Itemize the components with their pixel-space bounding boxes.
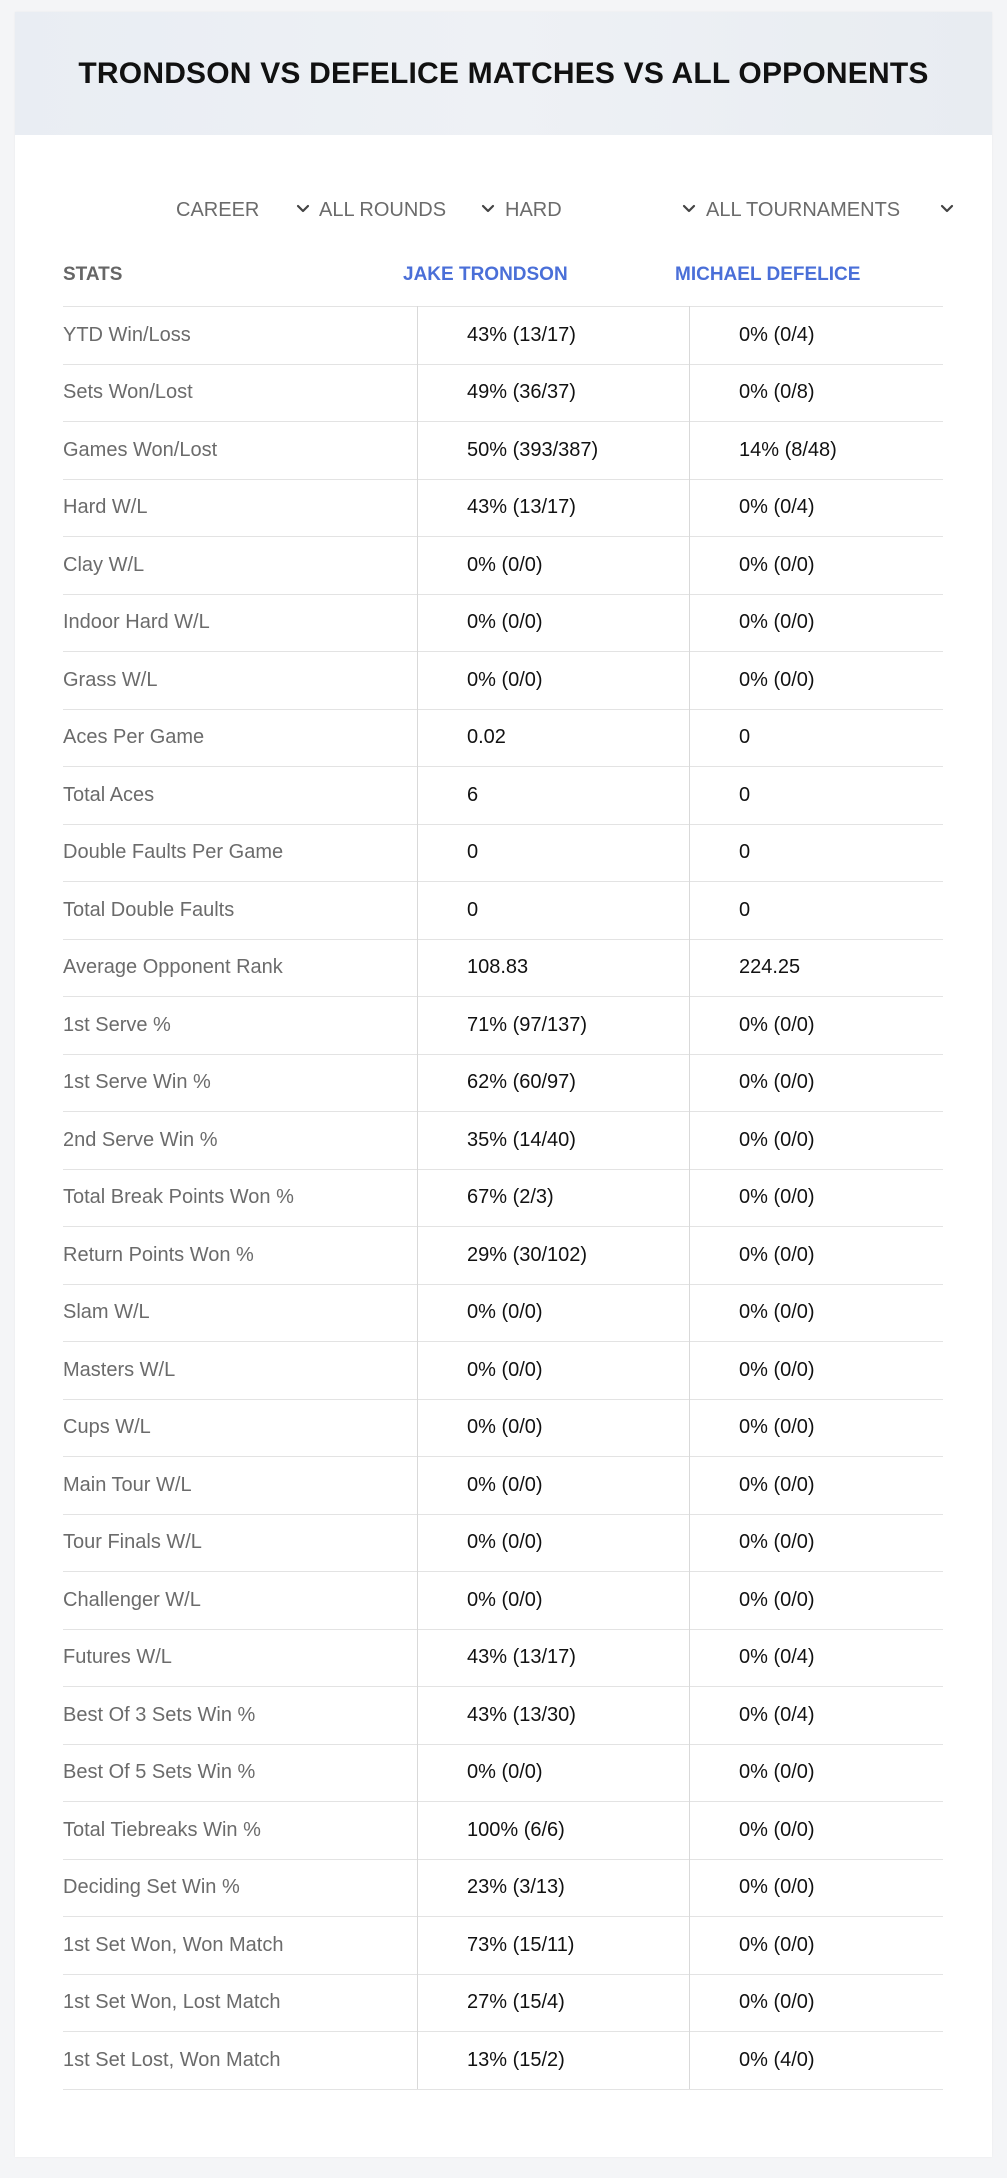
player1-value: 0% (0/0) <box>467 1301 543 1324</box>
chevron-down-icon <box>680 200 698 218</box>
table-row <box>63 882 943 940</box>
chevron-down-icon <box>938 200 956 218</box>
player1-value: 13% (15/2) <box>467 2048 565 2071</box>
table-row <box>63 1400 943 1458</box>
player1-value: 0% (0/0) <box>467 668 543 691</box>
table-row <box>63 480 943 538</box>
player2-value: 0% (0/8) <box>739 381 815 404</box>
player1-value: 23% (3/13) <box>467 1876 565 1899</box>
player2-value: 0% (0/0) <box>739 1876 815 1899</box>
column-header-player2[interactable]: MICHAEL DEFELICE <box>675 264 861 285</box>
stat-label: Aces Per Game <box>63 726 205 749</box>
player2-value: 0% (0/0) <box>739 1991 815 2014</box>
player2-value: 0% (0/0) <box>739 1933 815 1956</box>
player2-value: 0% (0/0) <box>739 1358 815 1381</box>
player1-value: 43% (13/17) <box>467 1646 576 1669</box>
surface-select-value: HARD <box>505 198 562 221</box>
player2-value: 0% (0/4) <box>739 1703 815 1726</box>
table-row <box>63 1112 943 1170</box>
player2-value: 0% (0/0) <box>739 611 815 634</box>
player1-value: 27% (15/4) <box>467 1991 565 2014</box>
table-row <box>63 422 943 480</box>
table-row <box>63 997 943 1055</box>
player2-value: 0% (4/0) <box>739 2048 815 2071</box>
stat-label: Hard W/L <box>63 496 148 519</box>
player2-value: 0 <box>739 841 751 864</box>
table-row <box>63 825 943 883</box>
stat-label: Return Points Won % <box>63 1243 254 1266</box>
player1-value: 50% (393/387) <box>467 438 599 461</box>
table-row <box>63 1055 943 1113</box>
table-row <box>63 1975 943 2033</box>
stat-label: Tour Finals W/L <box>63 1531 202 1554</box>
filter-bar <box>15 186 992 234</box>
table-row <box>63 2032 943 2090</box>
table-body <box>63 307 943 2090</box>
stat-label: Futures W/L <box>63 1646 172 1669</box>
stat-label: Indoor Hard W/L <box>63 611 210 634</box>
player1-value: 35% (14/40) <box>467 1128 576 1151</box>
table-row <box>63 1630 943 1688</box>
stat-label: Total Break Points Won % <box>63 1186 294 1209</box>
table-row <box>63 307 943 365</box>
chevron-down-icon <box>294 200 312 218</box>
player2-value: 0 <box>739 783 751 806</box>
stat-label: 1st Set Won, Won Match <box>63 1933 284 1956</box>
player1-value: 49% (36/37) <box>467 381 576 404</box>
table-row <box>63 595 943 653</box>
table-row <box>63 1917 943 1975</box>
player1-value: 0 <box>467 898 479 921</box>
period-select[interactable] <box>176 186 314 234</box>
table-row <box>63 710 943 768</box>
table-row <box>63 537 943 595</box>
player2-value: 0% (0/0) <box>739 1243 815 1266</box>
stat-label: Challenger W/L <box>63 1588 201 1611</box>
table-row <box>63 1515 943 1573</box>
table-row <box>63 1860 943 1918</box>
stat-label: Cups W/L <box>63 1416 151 1439</box>
stat-label: Best Of 3 Sets Win % <box>63 1703 256 1726</box>
table-row <box>63 1687 943 1745</box>
rounds-select-value: ALL ROUNDS <box>319 198 447 221</box>
player2-value: 0 <box>739 726 751 749</box>
surface-select[interactable] <box>505 186 700 234</box>
player2-value: 0% (0/0) <box>739 1071 815 1094</box>
tournaments-select[interactable] <box>706 186 961 234</box>
player2-value: 0% (0/0) <box>739 1531 815 1554</box>
player1-value: 0% (0/0) <box>467 1761 543 1784</box>
stat-label: Double Faults Per Game <box>63 841 284 864</box>
stat-label: Clay W/L <box>63 553 145 576</box>
player2-value: 0 <box>739 898 751 921</box>
player1-value: 6 <box>467 783 479 806</box>
player2-value: 0% (0/4) <box>739 496 815 519</box>
tournaments-select-value: ALL TOURNAMENTS <box>706 198 901 221</box>
stats-table <box>63 244 943 2090</box>
player2-value: 0% (0/0) <box>739 1588 815 1611</box>
rounds-select[interactable] <box>319 186 499 234</box>
player1-value: 0 <box>467 841 479 864</box>
player1-value: 0% (0/0) <box>467 611 543 634</box>
player1-value: 43% (13/30) <box>467 1703 576 1726</box>
player1-value: 100% (6/6) <box>467 1818 565 1841</box>
period-select-value: CAREER <box>176 198 260 221</box>
player1-value: 73% (15/11) <box>467 1933 575 1956</box>
player1-value: 0.02 <box>467 726 506 749</box>
stats-card <box>15 12 992 2157</box>
player1-value: 0% (0/0) <box>467 1531 543 1554</box>
player2-value: 0% (0/0) <box>739 1128 815 1151</box>
stat-label: Total Tiebreaks Win % <box>63 1818 261 1841</box>
player1-value: 108.83 <box>467 956 529 979</box>
table-row <box>63 1227 943 1285</box>
table-row <box>63 1745 943 1803</box>
table-row <box>63 652 943 710</box>
table-row <box>63 940 943 998</box>
player1-value: 71% (97/137) <box>467 1013 588 1036</box>
player2-value: 0% (0/0) <box>739 1013 815 1036</box>
stat-label: Slam W/L <box>63 1301 150 1324</box>
player1-value: 67% (2/3) <box>467 1186 554 1209</box>
stat-label: Deciding Set Win % <box>63 1876 240 1899</box>
player2-value: 0% (0/0) <box>739 1186 815 1209</box>
stat-label: Games Won/Lost <box>63 438 218 461</box>
stat-label: Average Opponent Rank <box>63 956 283 979</box>
player1-value: 0% (0/0) <box>467 1416 543 1439</box>
player1-value: 29% (30/102) <box>467 1243 588 1266</box>
player2-value: 0% (0/0) <box>739 1301 815 1324</box>
table-row <box>63 1572 943 1630</box>
stat-label: 2nd Serve Win % <box>63 1128 218 1151</box>
stat-label: Best Of 5 Sets Win % <box>63 1761 256 1784</box>
table-row <box>63 1285 943 1343</box>
stat-label: 1st Serve Win % <box>63 1071 211 1094</box>
player1-value: 43% (13/17) <box>467 323 576 346</box>
page-title: TRONDSON VS DEFELICE MATCHES VS ALL OPPONENTS <box>78 56 929 90</box>
table-header <box>63 244 943 307</box>
column-header-stats: STATS <box>63 264 123 285</box>
player1-value: 0% (0/0) <box>467 553 543 576</box>
player1-value: 43% (13/17) <box>467 496 576 519</box>
player2-value: 224.25 <box>739 956 801 979</box>
stat-label: Main Tour W/L <box>63 1473 192 1496</box>
column-divider <box>417 306 418 2089</box>
player1-value: 0% (0/0) <box>467 1358 543 1381</box>
stat-label: Total Aces <box>63 783 155 806</box>
player2-value: 0% (0/4) <box>739 323 815 346</box>
table-row <box>63 365 943 423</box>
table-row <box>63 1457 943 1515</box>
player2-value: 0% (0/0) <box>739 1473 815 1496</box>
player1-value: 62% (60/97) <box>467 1071 576 1094</box>
column-header-player1[interactable]: JAKE TRONDSON <box>403 264 568 285</box>
stat-label: 1st Set Lost, Won Match <box>63 2048 281 2071</box>
stat-label: Grass W/L <box>63 668 158 691</box>
column-divider <box>689 306 690 2089</box>
stat-label: Masters W/L <box>63 1358 176 1381</box>
table-row <box>63 1170 943 1228</box>
stat-label: YTD Win/Loss <box>63 323 191 346</box>
player2-value: 0% (0/0) <box>739 1761 815 1784</box>
stat-label: Sets Won/Lost <box>63 381 193 404</box>
player2-value: 0% (0/0) <box>739 553 815 576</box>
stat-label: Total Double Faults <box>63 898 235 921</box>
table-row <box>63 767 943 825</box>
stat-label: 1st Set Won, Lost Match <box>63 1991 281 2014</box>
player2-value: 14% (8/48) <box>739 438 837 461</box>
chevron-down-icon <box>479 200 497 218</box>
card-header <box>15 12 992 135</box>
player2-value: 0% (0/4) <box>739 1646 815 1669</box>
player1-value: 0% (0/0) <box>467 1473 543 1496</box>
table-row <box>63 1802 943 1860</box>
player1-value: 0% (0/0) <box>467 1588 543 1611</box>
player2-value: 0% (0/0) <box>739 1416 815 1439</box>
player2-value: 0% (0/0) <box>739 668 815 691</box>
stat-label: 1st Serve % <box>63 1013 171 1036</box>
table-row <box>63 1342 943 1400</box>
player2-value: 0% (0/0) <box>739 1818 815 1841</box>
